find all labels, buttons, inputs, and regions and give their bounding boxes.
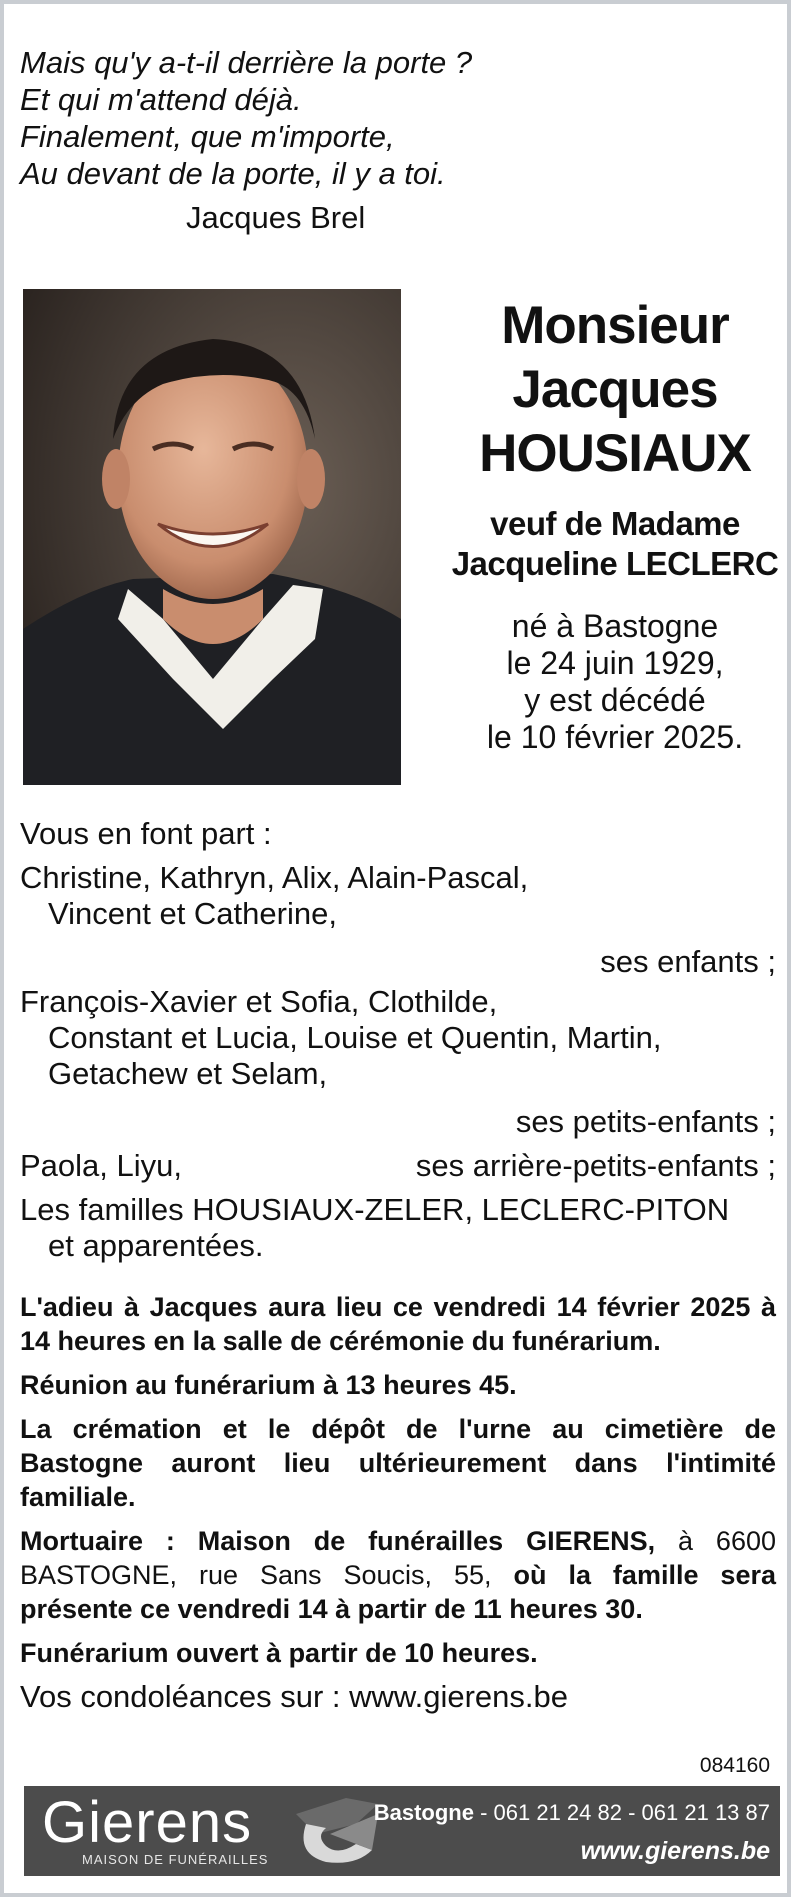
cremation-text: La crémation et le dépôt de l'urne au cimetière de Bastogne auront lieu ultérieurement dans l'intimité familiale. xyxy=(20,1414,776,1512)
mortuary-presence: où la famille sera présente ce vendredi 14 à partir de 11 heures 30. xyxy=(20,1560,776,1624)
poem-quote xyxy=(20,44,580,192)
great-grandchildren-row xyxy=(20,1148,776,1184)
contact-phones: - 061 21 24 82 - 061 21 13 87 xyxy=(473,1800,770,1825)
grandchildren-line-3: Getachew et Selam, xyxy=(48,1056,328,1091)
poem-line-2: Et qui m'attend déjà. xyxy=(20,82,302,117)
contact-phones-line xyxy=(374,1798,770,1828)
widow-of xyxy=(430,504,791,584)
families-line-2: et apparentées. xyxy=(48,1228,264,1263)
contact-info xyxy=(374,1798,770,1868)
funeral-home-banner xyxy=(24,1786,780,1876)
poem-line-1: Mais qu'y a-t-il derrière la porte ? xyxy=(20,45,473,80)
birth-death-info xyxy=(430,608,791,756)
children-line-2: Vincent et Catherine, xyxy=(48,896,337,931)
brand-tagline: MAISON DE FUNÉRAILLES xyxy=(82,1852,269,1867)
poem-author: Jacques Brel xyxy=(186,200,366,235)
poem-line-4: Au devant de la porte, il y a toi. xyxy=(20,156,446,191)
condolences-text: Vos condoléances sur : www.gierens.be xyxy=(20,1679,568,1714)
deceased-identity xyxy=(430,294,791,756)
widow-line-2: Jacqueline LECLERC xyxy=(451,545,779,582)
deceased-last-name: HOUSIAUX xyxy=(479,424,751,483)
portrait-illustration xyxy=(23,289,401,785)
died-place: y est décédé xyxy=(524,682,706,718)
opening-text: Funérarium ouvert à partir de 10 heures. xyxy=(20,1638,538,1668)
great-grandchildren-names: Paola, Liyu, xyxy=(20,1148,182,1183)
meeting-text: Réunion au funérarium à 13 heures 45. xyxy=(20,1370,517,1400)
born-place: né à Bastogne xyxy=(511,608,719,644)
grandchildren-line-1: François-Xavier et Sofia, Clothilde, xyxy=(20,984,498,1019)
families-line-1: Les familles HOUSIAUX-ZELER, LECLERC-PITON xyxy=(20,1192,730,1227)
contact-website[interactable]: www.gierens.be xyxy=(580,1837,770,1865)
contact-city: Bastogne xyxy=(373,1800,474,1825)
family-intro: Vous en font part : xyxy=(20,816,272,851)
poem-line-3: Finalement, que m'importe, xyxy=(20,119,395,154)
portrait-photo xyxy=(23,289,401,785)
farewell-text: L'adieu à Jacques aura lieu ce vendredi 14 février 2025 à 14 heures en la salle de cérémonie du funérarium. xyxy=(20,1292,776,1356)
family-section xyxy=(20,816,776,1264)
announcements xyxy=(20,1290,776,1714)
died-date: le 10 février 2025. xyxy=(486,719,744,755)
reference-number: 084160 xyxy=(699,1754,770,1777)
children-role: ses enfants ; xyxy=(600,944,776,979)
brand-logo-icon xyxy=(286,1794,382,1868)
mortuary-address: à 6600 BASTOGNE, rue Sans Soucis, 55, xyxy=(20,1526,776,1590)
brand-logo-text: Gierens xyxy=(42,1790,253,1855)
widow-line-1: veuf de Madame xyxy=(490,505,740,542)
grandchildren-line-2: Constant et Lucia, Louise et Quentin, Martin, xyxy=(48,1020,662,1055)
grandchildren-role: ses petits-enfants ; xyxy=(515,1104,776,1139)
born-date: le 24 juin 1929, xyxy=(506,645,724,681)
children-line-1: Christine, Kathryn, Alix, Alain-Pascal, xyxy=(20,860,529,895)
deceased-title: Monsieur xyxy=(501,296,729,355)
deceased-first-name: Jacques xyxy=(512,360,718,419)
great-grandchildren-role: ses arrière-petits-enfants ; xyxy=(415,1148,776,1183)
mortuary-label: Mortuaire : Maison de funérailles GIERENS, xyxy=(20,1526,656,1556)
mortuary-text xyxy=(20,1524,776,1626)
